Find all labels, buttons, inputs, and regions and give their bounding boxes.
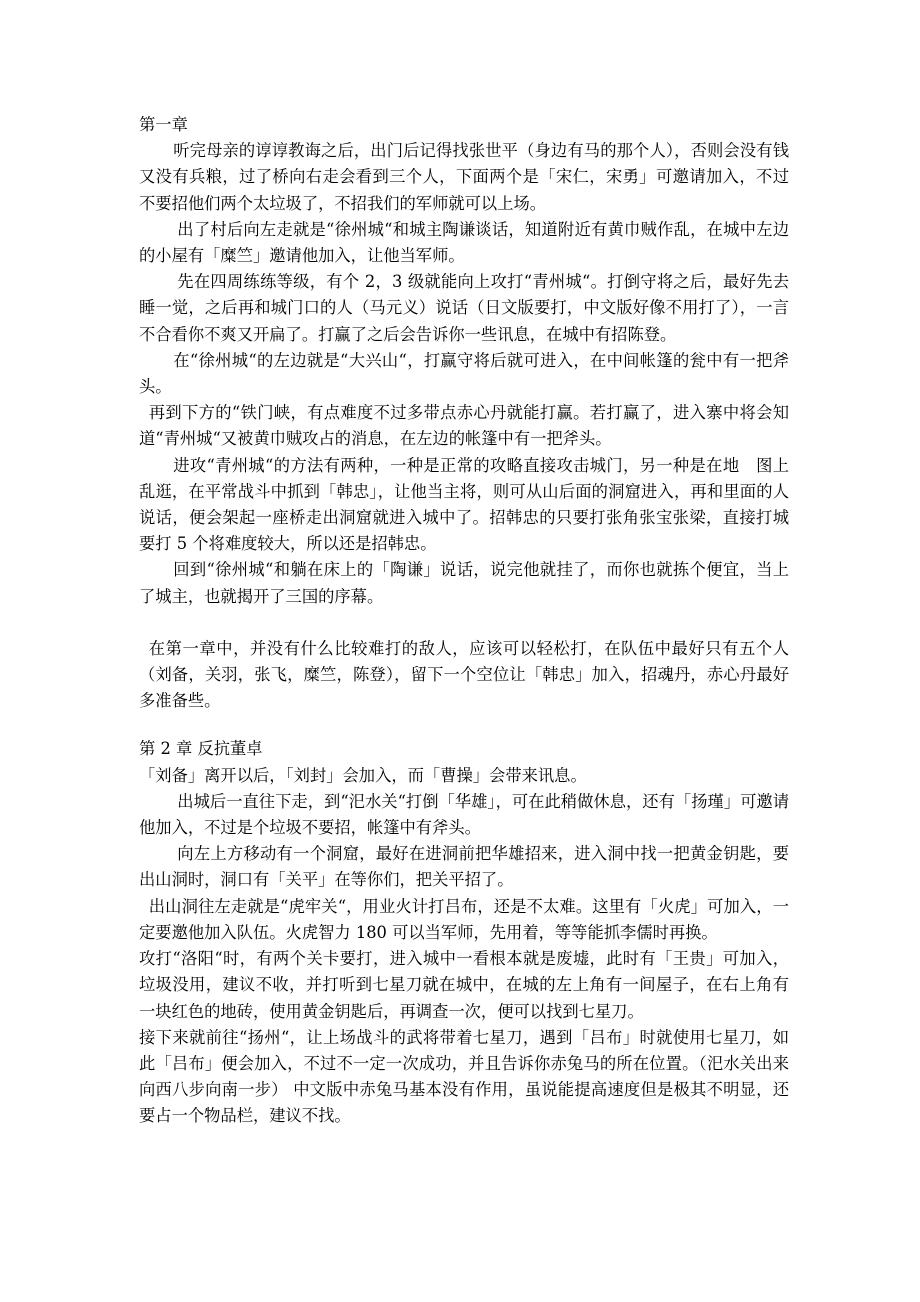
paragraph: 向左上方移动有一个洞窟，最好在进洞前把华雄招来，进入洞中找一把黄金钥匙，要出山洞时，洞口有「关平」在等你们，把关平招了。: [139, 844, 789, 890]
paragraph: 出山洞往左走就是“虎牢关“，用业火计打吕布，还是不太难。这里有「火虎」可加入，一定要邀他加入队伍。火虎智力 180 可以当军师，先用着，等等能抓李儒时再换。: [139, 896, 789, 942]
paragraph: 进攻“青州城“的方法有两种，一种是正常的攻略直接攻击城门，另一种是在地 图上乱逛，在平常战斗中抓到「韩忠」，让他当主将，则可从山后面的洞窟进入，再和里面的人说话，便会架起一座桥走出洞窟就进入城中了。招韩忠的只要打张角张宝张梁，直接打城要打 5 个将难度较大，所以还是招韩忠。: [139, 455, 789, 554]
paragraph: 出了村后向左走就是“徐州城“和城主陶谦谈话，知道附近有黄巾贼作乱，在城中左边的小屋有「糜竺」邀请他加入，让他当军师。: [139, 219, 789, 266]
spacer: [139, 714, 789, 736]
paragraph: 「刘备」离开以后，「刘封」会加入，而「曹操」会带来讯息。: [139, 765, 587, 785]
paragraph: 再到下方的“铁门峡，有点难度不过多带点赤心丹就能打赢。若打赢了，进入寨中将会知道“青州城“又被黄巾贼攻占的消息，在左边的帐篷中有一把斧头。: [139, 403, 789, 449]
chapter-1-heading: 第一章: [139, 115, 188, 134]
paragraph: 听完母亲的谆谆教诲之后，出门后记得找张世平（身边有马的那个人），否则会没有钱又没有兵粮，过了桥向右走会看到三个人，下面两个是「宋仁，宋勇」可邀请加入，不过不要招他们两个太垃圾了，不招我们的军师就可以上场。: [139, 141, 789, 213]
paragraph: 出城后一直往下走，到“汜水关“打倒「华雄」，可在此稍做休息，还有「扬瑾」可邀请他加入，不过是个垃圾不要招，帐篷中有斧头。: [139, 791, 789, 838]
spacer: [139, 610, 789, 636]
document-body: [139, 112, 789, 1130]
paragraph: 接下来就前往“扬州“，让上场战斗的武将带着七星刀，遇到「吕布」时就使用七星刀，如此「吕布」便会加入，不过不一定一次成功，并且告诉你赤兔马的所在位置。（汜水关出来向西八步向南一步） 中文版中赤兔马基本没有作用，虽说能提高速度但是极其不明显，还要占一个物品栏，建议不找。: [139, 1027, 789, 1126]
chapter-2-heading: 第 2 章 反抗董卓: [139, 739, 263, 759]
paragraph: 在“徐州城“的左边就是“大兴山“，打赢守将后就可进入，在中间帐篷的瓮中有一把斧头。: [139, 350, 789, 397]
paragraph: 攻打“洛阳“时，有两个关卡要打，进入城中一看根本就是废墟，此时有「王贵」可加入，垃圾没用，建议不收，并打听到七星刀就在城中，在城的左上角有一间屋子，在右上角有一块红色的地砖，使用黄金钥匙后，再调查一次，便可以找到七星刀。: [139, 949, 789, 1021]
paragraph: 回到“徐州城“和躺在床上的「陶谦」说话，说完他就挂了，而你也就拣个便宜，当上了城主，也就揭开了三国的序幕。: [139, 560, 789, 606]
paragraph: 先在四周练练等级，有个 2，3 级就能向上攻打“青州城“。打倒守将之后，最好先去睡一觉，之后再和城门口的人（马元义）说话（日文版要打，中文版好像不用打了），一言不合看你不爽又开扁了。打赢了之后会告诉你一些讯息，在城中有招陈登。: [139, 272, 789, 344]
chapter-1-summary: 在第一章中，并没有什么比较难打的敌人，应该可以轻松打，在队伍中最好只有五个人（刘备，关羽，张飞，糜竺，陈登），留下一个空位让「韩忠」加入，招魂丹，赤心丹最好多准备些。: [139, 638, 789, 711]
